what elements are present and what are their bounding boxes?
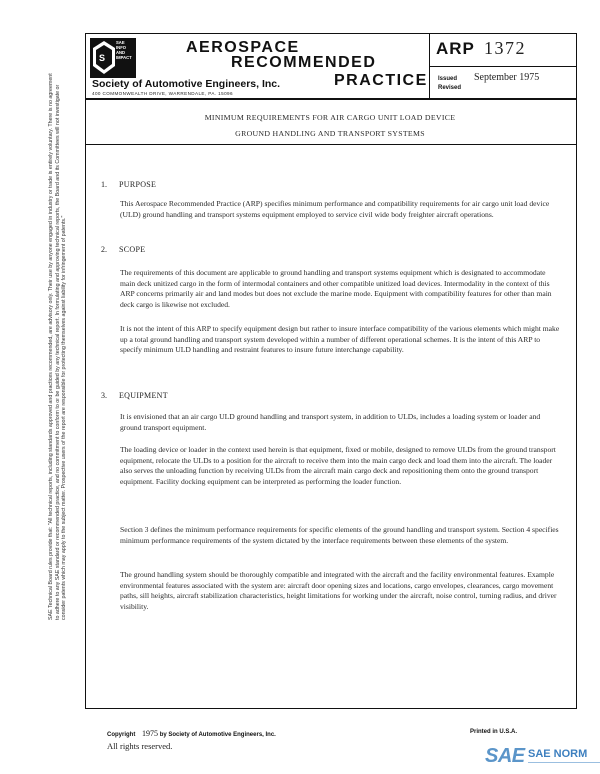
watermark-text: SAE NORM bbox=[528, 748, 588, 760]
section-heading-purpose: PURPOSE bbox=[119, 180, 157, 189]
paragraph: The loading device or loader in the context used herein is that equipment, fixed or mobile, designed to remove ULDs from the ground transport equipment, relocate the ULDs to a position for the aircraft to receive them into the main cargo deck and load them into the aircraft. The loader also serves the unloading function by receiving ULDs from the aircraft main cargo deck and repositioning them onto the ground transport equipment. Facility docking equipment can be interpreted as performing the loader function. bbox=[120, 445, 556, 486]
header-title-line3: PRACTICE bbox=[334, 72, 428, 89]
logo-text: SAE INFO AND IMPACT bbox=[116, 40, 132, 60]
paragraph: The ground handling system should be thoroughly compatible and integrated with the aircraft and the facility environmental features. Example environmental features associated with the system are: aircraft door opening sizes and locations, cargo envelopes, clearances, cargo movement paths, sill heights, aircraft stabilization characteristics, height limitations for working under the aircraft, noise control, turning radius, and driver visibility. bbox=[120, 570, 557, 611]
section-heading-scope: SCOPE bbox=[119, 245, 146, 254]
section-number: 2. bbox=[101, 245, 107, 254]
arp-label: ARP bbox=[436, 39, 475, 58]
copyright-label: Copyright bbox=[107, 732, 136, 738]
header-title-line2: RECOMMENDED bbox=[231, 54, 377, 71]
section-number: 3. bbox=[101, 391, 107, 400]
society-address: 400 COMMONWEALTH DRIVE, WARRENDALE, PA. 15096 bbox=[92, 91, 233, 96]
document-body-frame bbox=[85, 99, 577, 709]
paragraph: Section 3 defines the minimum performance requirements for specific elements of the ground handling and transport system. Section 4 specifies minimum performance requirements of the system dictated by the interface requirements between these elements of the system. bbox=[120, 525, 559, 545]
revised-label: Revised bbox=[438, 85, 462, 91]
sae-watermark-logo-icon: SAE bbox=[485, 745, 525, 767]
copyright-holder: by Society of Automotive Engineers, Inc. bbox=[159, 732, 276, 738]
title-divider bbox=[85, 144, 577, 145]
header-title-line1: AEROSPACE bbox=[186, 39, 300, 56]
svg-text:S: S bbox=[99, 53, 106, 63]
all-rights-reserved: All rights reserved. bbox=[107, 741, 173, 751]
paragraph: This Aerospace Recommended Practice (ARP) specifies minimum performance and compatibility requirements for air cargo unit load device (ULD) ground handling and transport systems equipment employed to service civil wide body freighter aircraft operations. bbox=[120, 199, 550, 219]
copyright-year: 1975 bbox=[142, 729, 159, 738]
paragraph: It is envisioned that an air cargo ULD ground handling and transport system, in addition to ULDs, includes a loading system or loader and ground transport equipment. bbox=[120, 412, 541, 432]
paragraph: The requirements of this document are applicable to ground handling and transport systems equipment which is designated to accommodate main deck unitized cargo in the form of intermodal containers and other compatible unitized load devices. Intermodality in the context of this ARP concerns primarily air and land modes but does not exclude the marine mode. Equipment with compatibility features for other than main deck cargo is likewise not excluded. bbox=[120, 268, 552, 309]
header-divider-horizontal bbox=[429, 66, 577, 67]
printed-in: Printed in U.S.A. bbox=[470, 729, 518, 735]
copyright-line bbox=[107, 729, 276, 738]
document-title-line2: GROUND HANDLING AND TRANSPORT SYSTEMS bbox=[235, 129, 425, 138]
society-name: Society of Automotive Engineers, Inc. bbox=[92, 78, 281, 90]
sae-technical-board-note: SAE Technical Board rules provide that: "All technical reports, including standards approved and practices recommended, are advisory only. Their use by anyone engaged in industry or trade is entirely voluntary. There is no agreement to adhere to any SAE standard or recommended practice, and no commitment to conform to or be guided by any technical report. In formulating and approving technical reports, the Board and its Committees will not investigate or consider patents which may apply to the subject matter. Prospective users of the report are responsible for protecting themselves against liability for infringement of patents." bbox=[48, 73, 68, 620]
document-title-line1: MINIMUM REQUIREMENTS FOR AIR CARGO UNIT LOAD DEVICE bbox=[204, 113, 456, 122]
arp-number: 1372 bbox=[484, 38, 526, 58]
section-heading-equipment: EQUIPMENT bbox=[119, 391, 168, 400]
section-number: 1. bbox=[101, 180, 107, 189]
document-header bbox=[85, 33, 577, 99]
watermark-underline bbox=[528, 762, 600, 767]
issued-date: September 1975 bbox=[474, 72, 540, 83]
sae-norm-watermark bbox=[485, 745, 600, 774]
issued-label: Issued bbox=[438, 76, 458, 82]
paragraph: It is not the intent of this ARP to specify equipment design but rather to insure interface compatibility of the various elements which might make up a total ground handling and transport system developed within a number of different operational schemes. It is the intent of this ARP to specify minimum ULD handling and restraint features to insure future interchange capability. bbox=[120, 324, 560, 354]
